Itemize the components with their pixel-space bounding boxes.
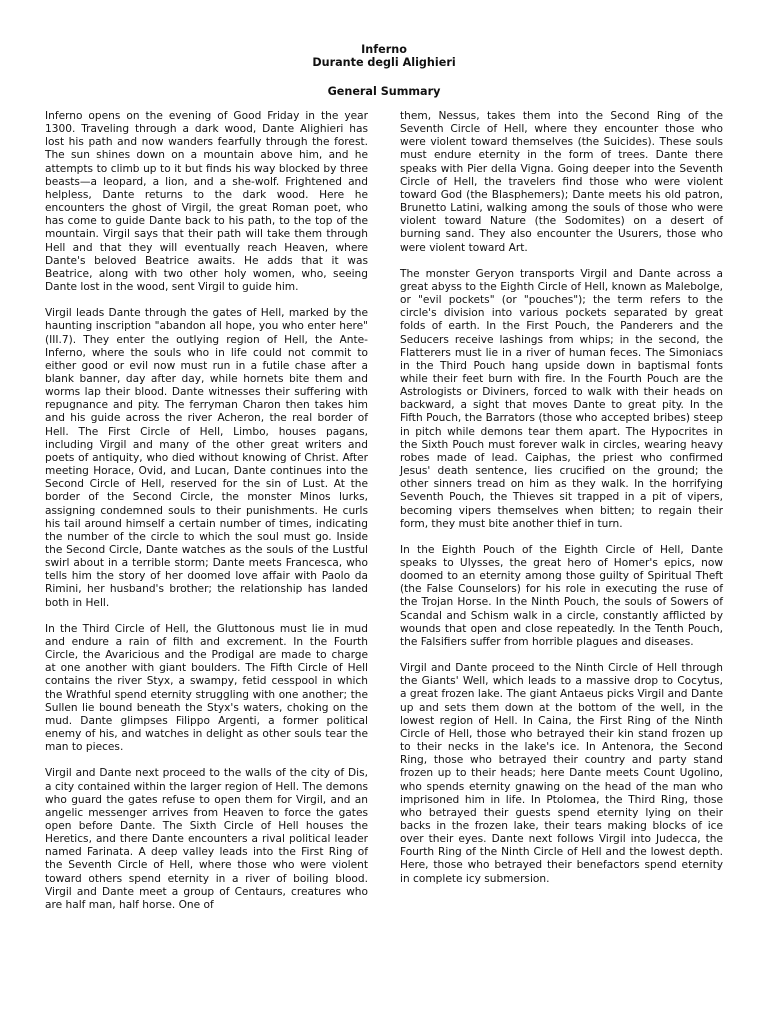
section-heading: General Summary (327, 85, 441, 98)
paragraph: them, Nessus, takes them into the Second Ring of the Seventh Circle of Hell, where they encounter those who were violent toward themselves (the Suicides). These souls must endure eternity in the form of trees. Dante there speaks with Pier della Vigna. Going deeper into the Seventh Circle of Hell, the travelers find those who were violent toward God (the Blasphemers); Dante meets his old patron, Brunetto Latini, walking among the souls of those who were violent toward Nature (the Sodomites) on a desert of burning sand. They also encounter the Usurers, those who were violent toward Art. (400, 110, 723, 254)
paragraph: Virgil leads Dante through the gates of Hell, marked by the haunting inscription "abandon all hope, you who enter here" (III.7). They enter the outlying region of Hell, the Ante-Inferno, where the souls who in life could not commit to either good or evil now must run in a futile chase after a blank banner, day after day, while hornets bite them and worms lap their blood. Dante witnesses their suffering with repugnance and pity. The ferryman Charon then takes him and his guide across the river Acheron, the real border of Hell. The First Circle of Hell, Limbo, houses pagans, including Virgil and many of the other great writers and poets of antiquity, who died without knowing of Christ. After meeting Horace, Ovid, and Lucan, Dante continues into the Second Circle of Hell, reserved for the sin of Lust. At the border of the Second Circle, the monster Minos lurks, assigning condemned souls to their punishments. He curls his tail around himself a certain number of times, indicating the number of the circle to which the soul must go. Inside the Second Circle, Dante watches as the souls of the Lustful swirl about in a terrible storm; Dante meets Francesca, who tells him the story of her doomed love affair with Paolo da Rimini, her husband's brother; the relationship has landed both in Hell. (45, 307, 368, 609)
document-author: Durante degli Alighieri (312, 56, 456, 69)
paragraph: Virgil and Dante proceed to the Ninth Circle of Hell through the Giants' Well, which leads to a massive drop to Cocytus, a great frozen lake. The giant Antaeus picks Virgil and Dante up and sets them down at the bottom of the well, in the lowest region of Hell. In Caina, the First Ring of the Ninth Circle of Hell, those who betrayed their kin stand frozen up to their necks in the lake's ice. In Antenora, the Second Ring, those who betrayed their country and party stand frozen up to their heads; here Dante meets Count Ugolino, who spends eternity gnawing on the head of the man who imprisoned him in life. In Ptolomea, the Third Ring, those who betrayed their guests spend eternity lying on their backs in the frozen lake, their tears making blocks of ice over their eyes. Dante next follows Virgil into Judecca, the Fourth Ring of the Ninth Circle of Hell and the lowest depth. Here, those who betrayed their benefactors spend eternity in complete icy submersion. (400, 662, 723, 885)
paragraph: Virgil and Dante next proceed to the walls of the city of Dis, a city contained within the larger region of Hell. The demons who guard the gates refuse to open them for Virgil, and an angelic messenger arrives from Heaven to force the gates open before Dante. The Sixth Circle of Hell houses the Heretics, and there Dante encounters a rival political leader named Farinata. A deep valley leads into the First Ring of the Seventh Circle of Hell, where those who were violent toward others spend eternity in a river of boiling blood. Virgil and Dante meet a group of Centaurs, creatures who are half man, half horse. One of (45, 767, 368, 911)
document-title: Inferno (361, 43, 407, 56)
paragraph: The monster Geryon transports Virgil and Dante across a great abyss to the Eighth Circle of Hell, known as Malebolge, or "evil pockets" (or "pouches"); the term refers to the circle's division into various pockets separated by great folds of earth. In the First Pouch, the Panderers and the Seducers receive lashings from whips; in the second, the Flatterers must lie in a river of human feces. The Simoniacs in the Third Pouch hang upside down in baptismal fonts while their feet burn with fire. In the Fourth Pouch are the Astrologists or Diviners, forced to walk with their heads on backward, a sight that moves Dante to great pity. In the Fifth Pouch, the Barrators (those who accepted bribes) steep in pitch while demons tear them apart. The Hypocrites in the Sixth Pouch must forever walk in circles, wearing heavy robes made of lead. Caiphas, the priest who confirmed Jesus' death sentence, lies crucified on the ground; the other sinners tread on him as they walk. In the horrifying Seventh Pouch, the Thieves sit trapped in a pit of vipers, becoming vipers themselves when bitten; to regain their form, they must bite another thief in turn. (400, 267, 723, 530)
paragraph: In the Third Circle of Hell, the Gluttonous must lie in mud and endure a rain of filth and excrement. In the Fourth Circle, the Avaricious and the Prodigal are made to charge at one another with giant boulders. The Fifth Circle of Hell contains the river Styx, a swampy, fetid cesspool in which the Wrathful spend eternity struggling with one another; the Sullen lie bound beneath the Styx's waters, choking on the mud. Dante glimpses Filippo Argenti, a former political enemy of his, and watches in delight as other souls tear the man to pieces. (45, 622, 368, 754)
right-column (400, 110, 723, 899)
left-column (45, 110, 368, 925)
paragraph: Inferno opens on the evening of Good Friday in the year 1300. Traveling through a dark wood, Dante Alighieri has lost his path and now wanders fearfully through the forest. The sun shines down on a mountain above him, and he attempts to climb up to it but finds his way blocked by three beasts—a leopard, a lion, and a she-wolf. Frightened and helpless, Dante returns to the dark wood. Here he encounters the ghost of Virgil, the great Roman poet, who has come to guide Dante back to his path, to the top of the mountain. Virgil says that their path will take them through Hell and that they will eventually reach Heaven, where Dante's beloved Beatrice awaits. He adds that it was Beatrice, along with two other holy women, who, seeing Dante lost in the wood, sent Virgil to guide him. (45, 110, 368, 294)
header-spacer (0, 69, 768, 85)
document-header (0, 43, 768, 98)
paragraph: In the Eighth Pouch of the Eighth Circle of Hell, Dante speaks to Ulysses, the great hero of Homer's epics, now doomed to an eternity among those guilty of Spiritual Theft (the False Counselors) for his role in executing the ruse of the Trojan Horse. In the Ninth Pouch, the souls of Sowers of Scandal and Schism walk in a circle, constantly afflicted by wounds that open and close repeatedly. In the Tenth Pouch, the Falsifiers suffer from horrible plagues and diseases. (400, 543, 723, 648)
